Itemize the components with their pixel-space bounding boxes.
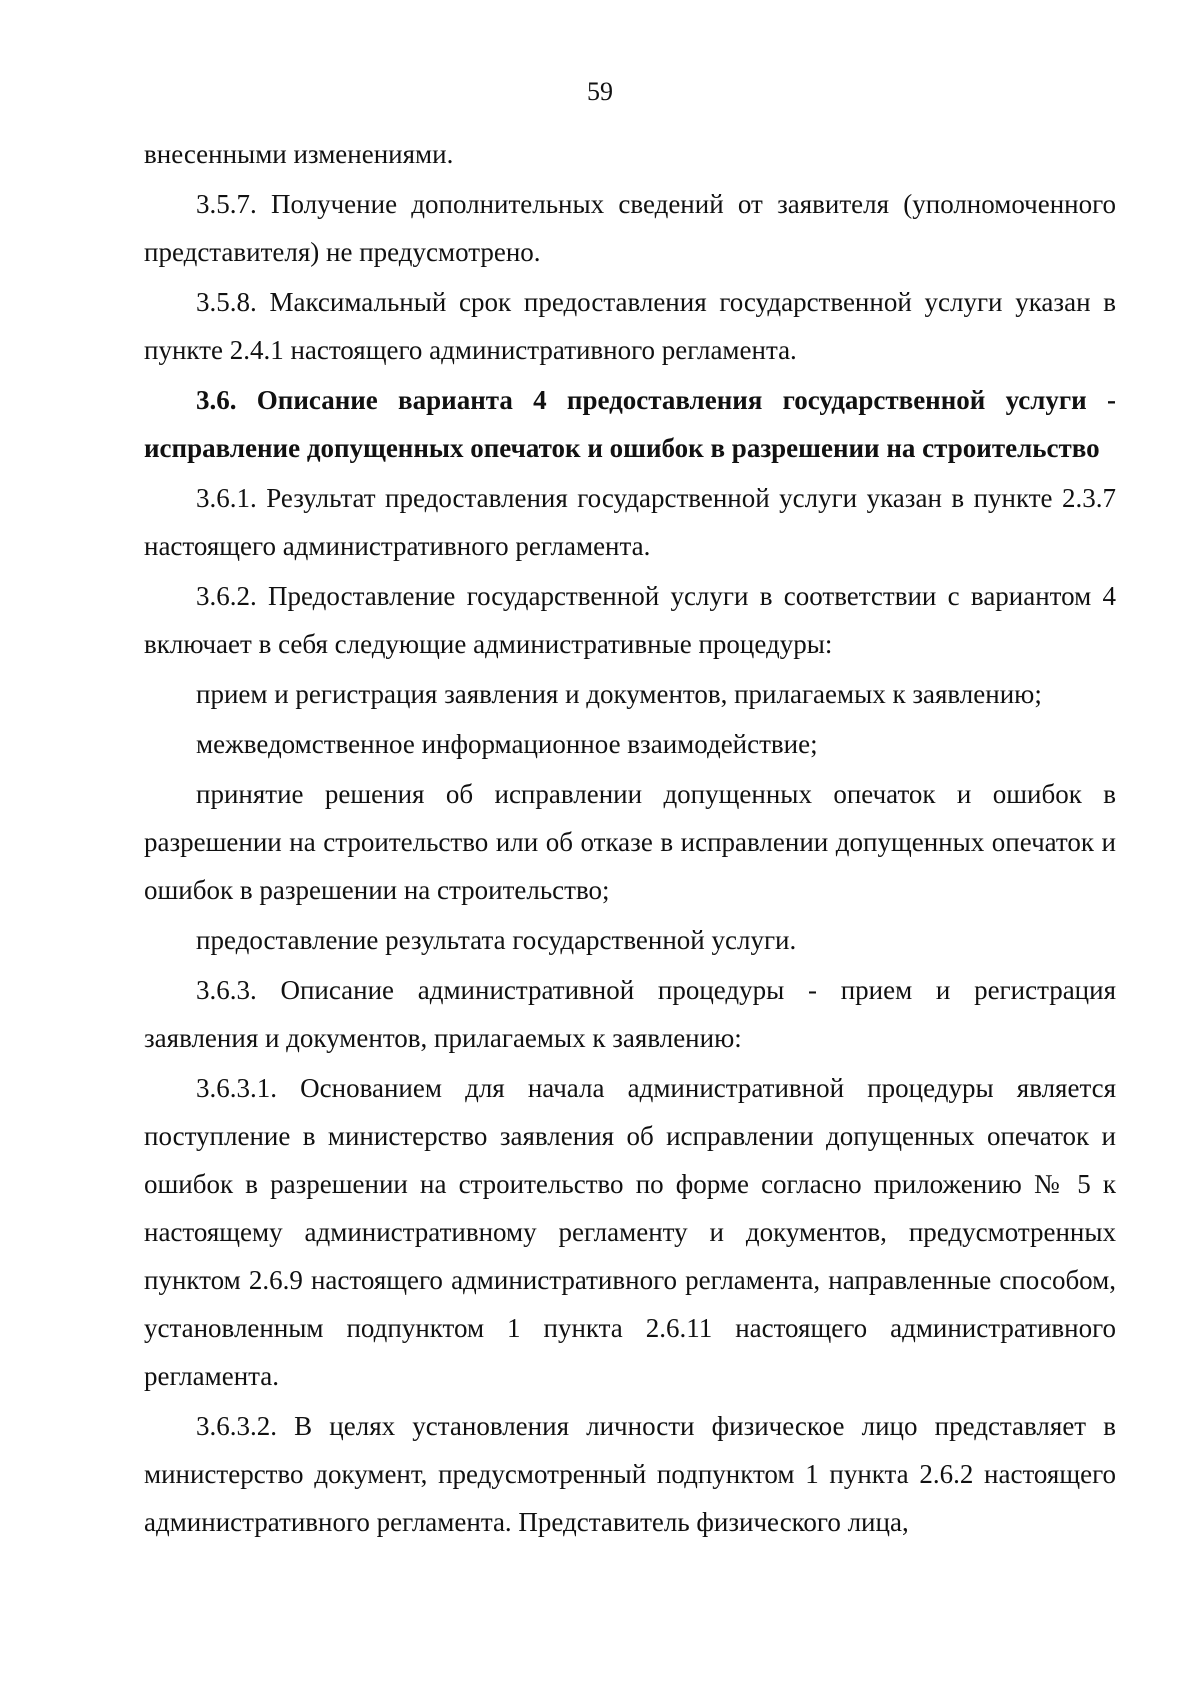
- list-item-procedure-1: прием и регистрация заявления и документов, прилагаемых к заявлению;: [196, 679, 1042, 709]
- document-body: [144, 130, 1116, 1548]
- paragraph-3-5-8: 3.5.8. Максимальный срок предоставления государственной услуги указан в пункте 2.4.1 настоящего административного регламента.: [144, 287, 1116, 365]
- paragraph-3-5-7: 3.5.7. Получение дополнительных сведений от заявителя (уполномоченного представителя) не предусмотрено.: [144, 189, 1116, 267]
- paragraph-3-6-1: 3.6.1. Результат предоставления государственной услуги указан в пункте 2.3.7 настоящего административного регламента.: [144, 483, 1116, 561]
- paragraph-3-6-3-2: 3.6.3.2. В целях установления личности физическое лицо представляет в министерство документ, предусмотренный подпунктом 1 пункта 2.6.2 настоящего административного регламента. Представитель физического лица,: [144, 1411, 1116, 1537]
- section-heading-3-6: 3.6. Описание варианта 4 предоставления государственной услуги - исправление допущенных опечаток и ошибок в разрешении на строительство: [144, 385, 1116, 463]
- paragraph-3-6-3-1: 3.6.3.1. Основанием для начала административной процедуры является поступление в министерство заявления об исправлении допущенных опечаток и ошибок в разрешении на строительство по форме согласно приложению № 5 к настоящему административному регламенту и документов, предусмотренных пунктом 2.6.9 настоящего административного регламента, направленные способом, установленным подпунктом 1 пункта 2.6.11 настоящего административного регламента.: [144, 1073, 1116, 1391]
- list-item-procedure-4: предоставление результата государственной услуги.: [196, 925, 797, 955]
- page-number: 59: [587, 77, 613, 106]
- list-item-procedure-2: межведомственное информационное взаимодействие;: [196, 729, 818, 759]
- paragraph-continuation: внесенными изменениями.: [144, 139, 454, 169]
- list-item-procedure-3: принятие решения об исправлении допущенных опечаток и ошибок в разрешении на строительство или об отказе в исправлении допущенных опечаток и ошибок в разрешении на строительство;: [144, 779, 1116, 905]
- paragraph-3-6-2: 3.6.2. Предоставление государственной услуги в соответствии с вариантом 4 включает в себя следующие административные процедуры:: [144, 581, 1116, 659]
- paragraph-3-6-3: 3.6.3. Описание административной процедуры - прием и регистрация заявления и документов, прилагаемых к заявлению:: [144, 975, 1116, 1053]
